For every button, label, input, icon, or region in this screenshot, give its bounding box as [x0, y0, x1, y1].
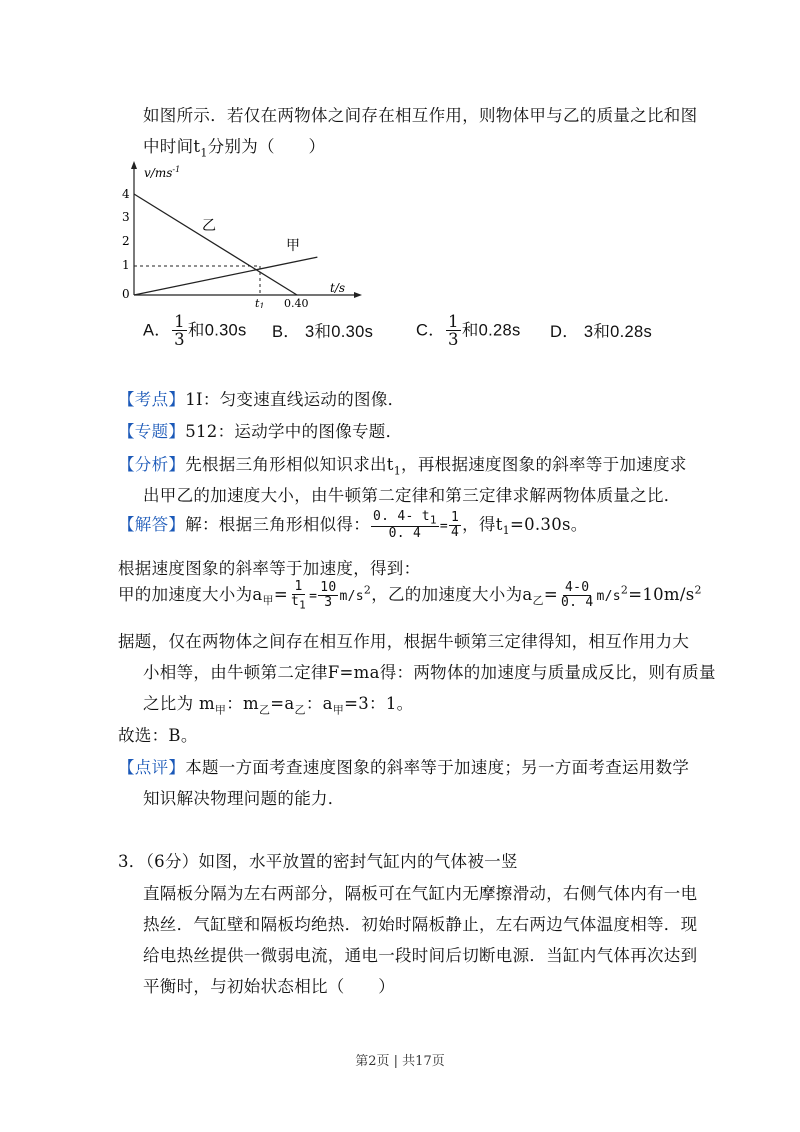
dianping-line-1: 【点评】本题一方面考查速度图象的斜率等于加速度；另一方面考查运用数学: [118, 758, 690, 777]
zhuanti-tag: 【专题】: [118, 422, 186, 441]
line-series-jia: [134, 257, 317, 295]
x-axis-label: t/s: [330, 281, 346, 295]
kaodian-line: 【考点】1I：匀变速直线运动的图像．: [118, 390, 405, 409]
answer-line: 故选：B。: [118, 726, 198, 745]
question-line-2: 中时间$t_1$分别为（ ）: [143, 137, 326, 160]
juti-line-3: 之比为 $m_甲$：$m_乙=a_乙$：$a_甲=3$：1。: [143, 694, 414, 717]
juti-line-2: 小相等，由牛顿第二定律F=ma得：两物体的加速度与质量成反比，则有质量: [143, 663, 716, 682]
jieda-line: 【解答】解：根据三角形相似得： $\frac{0. 4- t_1}{0. 4}$ = $\frac{1}{4}$ ，得$t_1=0.30s$。: [118, 509, 588, 542]
velocity-time-graph: [110, 158, 370, 308]
dianping-line-2: 知识解决物理问题的能力．: [143, 789, 345, 808]
x-tick-t1: t1: [255, 297, 265, 308]
y-tick-1: 1: [122, 258, 130, 272]
jieda-tag: 【解答】: [118, 514, 186, 534]
q3-line-2: 直隔板分隔为左右两部分，隔板可在气缸内无摩擦滑动，右侧气体内有一电: [143, 884, 698, 903]
option-d: D． 3和0.28s: [550, 323, 653, 341]
fenxi-tag: 【分析】: [118, 455, 186, 474]
x-axis-arrow: [354, 292, 362, 298]
q3-line-3: 热丝．气缸壁和隔板均绝热．初始时隔板静止，左右两边气体温度相等．现: [143, 915, 698, 934]
zhuanti-line: 【专题】512：运动学中的图像专题．: [118, 422, 403, 441]
y-tick-2: 2: [122, 234, 130, 248]
page-footer: 第2页 | 共17页: [355, 1054, 445, 1069]
q3-line-4: 给电热丝提供一微弱电流，通电一段时间后切断电源．当缸内气体再次达到: [143, 946, 698, 965]
label-jia: 甲: [286, 238, 300, 254]
y-tick-0: 0: [122, 287, 130, 301]
label-yi: 乙: [202, 218, 216, 234]
option-a: A． $\frac{1}{3}$ 和0.30s: [143, 312, 247, 350]
jieda-fraction-2: $\frac{1}{4}$: [450, 510, 460, 540]
y-axis-label: $v/ms^{-1}$: [144, 165, 181, 180]
y-tick-4: 4: [122, 187, 130, 201]
y-tick-3: 3: [122, 210, 130, 224]
jieda-fraction-1: $\frac{0. 4- t_1}{0. 4}$: [373, 509, 437, 542]
acceleration-line: 甲的加速度大小为$a_甲=$ $\frac{1}{t_1}$ = $\frac{10}{3}$ $m/s^2$，乙的加速度大小为$a_乙=$ $\frac{4-0}{0. 4}$ $m/s^2=10m/s^2$: [118, 579, 702, 612]
option-c-fraction: $\frac{1}{3}$: [448, 312, 459, 350]
accel-fraction-2: $\frac{10}{3}$: [320, 580, 337, 610]
kaodian-tag: 【考点】: [118, 390, 186, 409]
slope-line: 根据速度图象的斜率等于加速度，得到：: [118, 559, 421, 578]
q3-line-5: 平衡时，与初始状态相比（ ）: [143, 977, 395, 996]
juti-line-1: 据题，仅在两物体之间存在相互作用，根据牛顿第三定律得知，相互作用力大: [118, 632, 690, 651]
question-line-1: 如图所示．若仅在两物体之间存在相互作用，则物体甲与乙的质量之比和图: [143, 106, 698, 125]
fenxi-line-1: 【分析】先根据三角形相似知识求出$t_1$，再根据速度图象的斜率等于加速度求: [118, 455, 687, 478]
y-axis-arrow: [131, 161, 137, 169]
line-series-yi: [134, 194, 297, 295]
fenxi-line-2: 出甲乙的加速度大小，由牛顿第二定律和第三定律求解两物体质量之比．: [143, 486, 681, 505]
q3-line-1: 3．（6分）如图，水平放置的密封气缸内的气体被一竖: [118, 852, 518, 871]
accel-fraction-3: $\frac{4-0}{0. 4}$: [560, 580, 594, 610]
option-b: B． 3和0.30s: [272, 323, 374, 341]
option-a-fraction: $\frac{1}{3}$: [174, 312, 185, 350]
option-c: C． $\frac{1}{3}$ 和0.28s: [416, 312, 521, 350]
x-tick-040: 0.40: [284, 297, 309, 308]
accel-fraction-1: $\frac{1}{t_1}$: [291, 579, 307, 612]
dianping-tag: 【点评】: [118, 758, 186, 777]
